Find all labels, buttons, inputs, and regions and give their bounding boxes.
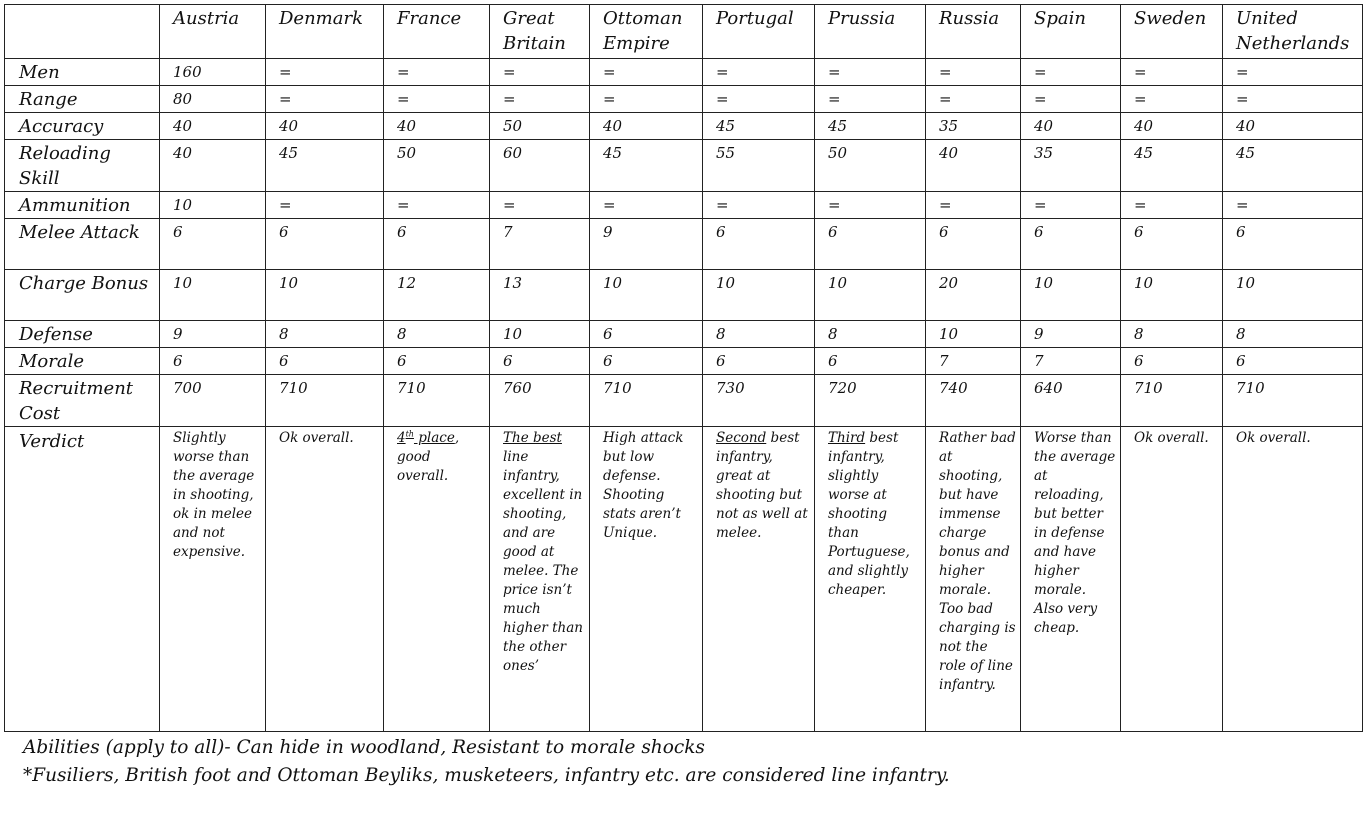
table-cell: 20 (926, 270, 1021, 321)
table-cell: 6 (590, 348, 703, 375)
header-cell-russia: Russia (926, 5, 1021, 59)
table-cell: 50 (815, 140, 926, 192)
header-cell-denmark: Denmark (266, 5, 384, 59)
table-cell: 6 (703, 348, 815, 375)
table-cell: = (266, 59, 384, 86)
table-cell: = (1121, 59, 1223, 86)
table-cell: 6 (266, 219, 384, 270)
table-cell: 8 (703, 321, 815, 348)
table-cell: = (1223, 59, 1363, 86)
table-cell: 8 (266, 321, 384, 348)
verdict-cell (1223, 427, 1363, 732)
table-row (5, 270, 1363, 321)
row-label: Range (5, 86, 160, 113)
table-cell: = (815, 86, 926, 113)
table-cell: 6 (815, 219, 926, 270)
table-cell: = (926, 59, 1021, 86)
table-cell: 45 (266, 140, 384, 192)
verdict-text: Ok overall. (279, 430, 354, 446)
table-cell: = (590, 192, 703, 219)
table-cell: 10 (703, 270, 815, 321)
verdict-text: Rather bad at shooting, but have immense charge bonus and higher morale. Too bad charging is not the role of line infantry. (939, 430, 1016, 693)
table-cell: 40 (160, 113, 266, 140)
table-cell: 6 (384, 219, 490, 270)
header-cell-empty (5, 5, 160, 59)
table-cell: = (590, 86, 703, 113)
verdict-cell (490, 427, 590, 732)
verdict-text: Worse than the average at reloading, but better in defense and have higher morale. Also very cheap. (1034, 430, 1116, 636)
table-cell: = (703, 59, 815, 86)
table-cell: 6 (703, 219, 815, 270)
verdict-emphasis: Third (828, 430, 866, 446)
table-cell: = (490, 59, 590, 86)
table-cell: 45 (1223, 140, 1363, 192)
table-cell: = (266, 192, 384, 219)
header-cell-prussia: Prussia (815, 5, 926, 59)
table-cell: 60 (490, 140, 590, 192)
table-row (5, 375, 1363, 427)
table-cell: 7 (926, 348, 1021, 375)
verdict-cell (1121, 427, 1223, 732)
table-cell: 6 (160, 348, 266, 375)
header-cell-sweden: Sweden (1121, 5, 1223, 59)
abilities-note: Abilities (apply to all)- Can hide in woodland, Resistant to morale shocks (23, 737, 705, 758)
table-cell: 160 (160, 59, 266, 86)
stat-body (5, 59, 1363, 732)
table-cell: 6 (266, 348, 384, 375)
table-cell: = (266, 86, 384, 113)
table-cell: 6 (1121, 219, 1223, 270)
table-cell: = (1021, 86, 1121, 113)
table-cell: 710 (1121, 375, 1223, 427)
row-label: Ammunition (5, 192, 160, 219)
table-cell: 640 (1021, 375, 1121, 427)
table-cell: 10 (1021, 270, 1121, 321)
table-cell: = (815, 192, 926, 219)
table-cell: = (815, 59, 926, 86)
verdict-cell (1021, 427, 1121, 732)
table-cell: 700 (160, 375, 266, 427)
unit-stats-table (4, 4, 1363, 732)
verdict-text: Ok overall. (1134, 430, 1209, 446)
header-cell-great-britain: Great Britain (490, 5, 590, 59)
table-cell: 8 (384, 321, 490, 348)
table-cell: 40 (590, 113, 703, 140)
verdict-cell (266, 427, 384, 732)
table-cell: 10 (1223, 270, 1363, 321)
table-cell: = (490, 192, 590, 219)
verdict-cell (926, 427, 1021, 732)
header-row (5, 5, 1363, 59)
table-row (5, 348, 1363, 375)
row-label: Accuracy (5, 113, 160, 140)
verdict-emphasis: Second (716, 430, 767, 446)
table-cell: 10 (590, 270, 703, 321)
row-label: Reloading Skill (5, 140, 160, 192)
header-cell-ottoman-empire: Ottoman Empire (590, 5, 703, 59)
table-cell: 45 (1121, 140, 1223, 192)
verdict-emphasis-tail: place (413, 430, 455, 446)
table-row (5, 86, 1363, 113)
row-label: Recruitment Cost (5, 375, 160, 427)
verdict-cell (590, 427, 703, 732)
table-cell: 6 (384, 348, 490, 375)
table-cell: = (703, 86, 815, 113)
header-cell-portugal: Portugal (703, 5, 815, 59)
table-cell: 6 (490, 348, 590, 375)
row-label: Morale (5, 348, 160, 375)
table-cell: = (490, 86, 590, 113)
table-row (5, 113, 1363, 140)
table-cell: 80 (160, 86, 266, 113)
table-cell: 10 (926, 321, 1021, 348)
table-cell: 8 (815, 321, 926, 348)
table-cell: = (384, 86, 490, 113)
table-cell: 12 (384, 270, 490, 321)
table-cell: 6 (1121, 348, 1223, 375)
table-cell: = (1021, 59, 1121, 86)
table-cell: 45 (703, 113, 815, 140)
header-cell-france: France (384, 5, 490, 59)
table-cell: 13 (490, 270, 590, 321)
verdict-cell (384, 427, 490, 732)
table-cell: = (384, 192, 490, 219)
notes (23, 734, 950, 790)
table-cell: 6 (160, 219, 266, 270)
verdict-cell (160, 427, 266, 732)
verdict-cell (703, 427, 815, 732)
row-label: Melee Attack (5, 219, 160, 270)
verdict-text: Ok overall. (1236, 430, 1311, 446)
table-cell: 720 (815, 375, 926, 427)
header-cell-austria: Austria (160, 5, 266, 59)
table-cell: 710 (266, 375, 384, 427)
row-label: Defense (5, 321, 160, 348)
table-cell: 710 (384, 375, 490, 427)
table-cell: 740 (926, 375, 1021, 427)
table-cell: = (1121, 192, 1223, 219)
table-cell: 40 (384, 113, 490, 140)
verdict-text: best infantry, slightly worse at shooting than Portuguese, and slightly cheaper. (828, 430, 910, 598)
table-row (5, 59, 1363, 86)
table-cell: 10 (160, 192, 266, 219)
table-cell: 40 (160, 140, 266, 192)
stats-page (4, 4, 1362, 786)
table-cell: 6 (815, 348, 926, 375)
table-cell: 710 (1223, 375, 1363, 427)
table-cell: 10 (490, 321, 590, 348)
table-cell: 9 (1021, 321, 1121, 348)
table-cell: = (1021, 192, 1121, 219)
verdict-emphasis: The best (503, 430, 562, 446)
table-cell: 6 (1223, 219, 1363, 270)
verdict-text: Slightly worse than the average in shooting, ok in melee and not expensive. (173, 430, 255, 560)
table-cell: = (1121, 86, 1223, 113)
table-cell: 40 (1121, 113, 1223, 140)
table-cell: = (590, 59, 703, 86)
table-cell: 10 (266, 270, 384, 321)
table-row (5, 140, 1363, 192)
table-cell: 10 (160, 270, 266, 321)
verdict-text: line infantry, excellent in shooting, and are good at melee. The price isn’t much higher than the other ones’ (503, 449, 583, 674)
verdict-cell (815, 427, 926, 732)
table-cell: 10 (1121, 270, 1223, 321)
table-cell: 8 (1121, 321, 1223, 348)
table-cell: 35 (1021, 140, 1121, 192)
verdict-emphasis: 4 (397, 430, 406, 446)
table-cell: 50 (384, 140, 490, 192)
verdict-text: best infantry, great at shooting but not as well at melee. (716, 430, 808, 541)
row-label: Charge Bonus (5, 270, 160, 321)
verdict-superscript: th (405, 429, 414, 439)
header-cell-spain: Spain (1021, 5, 1121, 59)
verdict-row (5, 427, 1363, 732)
table-cell: 7 (490, 219, 590, 270)
verdict-text: , good overall. (397, 430, 460, 484)
table-cell: 45 (590, 140, 703, 192)
table-cell: 40 (1021, 113, 1121, 140)
table-cell: 55 (703, 140, 815, 192)
table-cell: 9 (590, 219, 703, 270)
table-row (5, 192, 1363, 219)
table-cell: 7 (1021, 348, 1121, 375)
table-cell: 8 (1223, 321, 1363, 348)
table-cell: = (1223, 192, 1363, 219)
table-row (5, 219, 1363, 270)
table-cell: 730 (703, 375, 815, 427)
table-cell: 45 (815, 113, 926, 140)
header-cell-united-netherlands: United Netherlands (1223, 5, 1363, 59)
verdict-text: High attack but low defense. Shooting stats aren’t Unique. (603, 430, 684, 541)
table-cell: = (703, 192, 815, 219)
table-cell: 6 (1223, 348, 1363, 375)
table-cell: = (384, 59, 490, 86)
table-cell: 50 (490, 113, 590, 140)
row-label: Verdict (5, 427, 160, 732)
table-cell: 9 (160, 321, 266, 348)
table-cell: 6 (1021, 219, 1121, 270)
table-cell: 40 (1223, 113, 1363, 140)
footnote: *Fusiliers, British foot and Ottoman Beyliks, musketeers, infantry etc. are considered line infantry. (23, 765, 950, 786)
table-cell: = (926, 192, 1021, 219)
table-cell: 6 (590, 321, 703, 348)
row-label: Men (5, 59, 160, 86)
table-cell: 760 (490, 375, 590, 427)
table-cell: 710 (590, 375, 703, 427)
table-row (5, 321, 1363, 348)
table-cell: = (1223, 86, 1363, 113)
table-cell: 10 (815, 270, 926, 321)
table-cell: = (926, 86, 1021, 113)
table-cell: 40 (926, 140, 1021, 192)
table-cell: 6 (926, 219, 1021, 270)
table-cell: 40 (266, 113, 384, 140)
table-cell: 35 (926, 113, 1021, 140)
